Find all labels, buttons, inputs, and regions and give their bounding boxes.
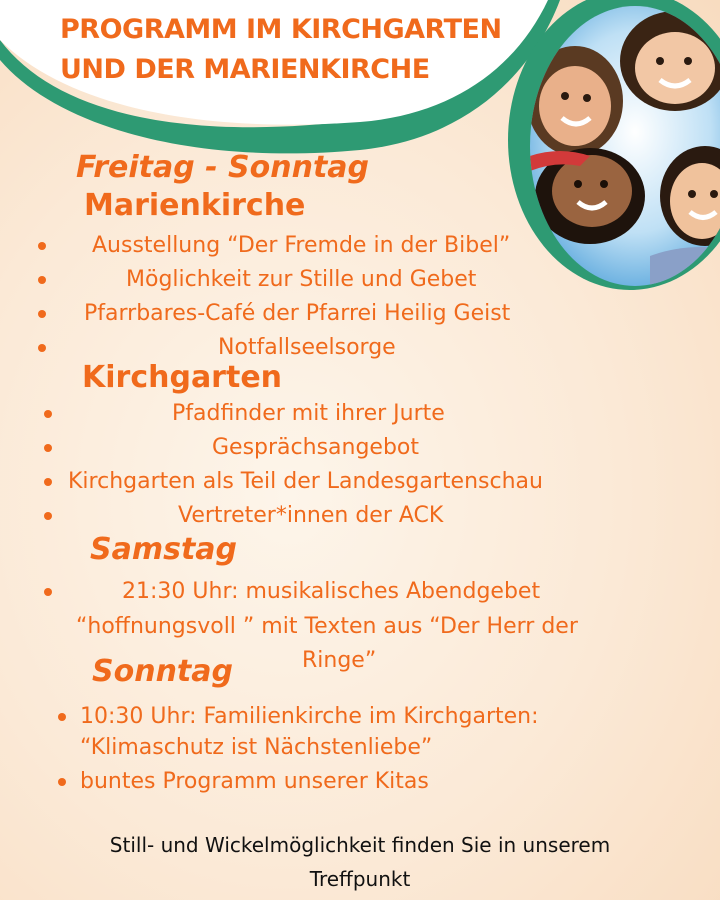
- bullet-icon: [44, 410, 52, 418]
- list-item: Kirchgarten als Teil der Landesgartenschau: [68, 469, 543, 494]
- list-item-line: “Klimaschutz ist Nächstenliebe”: [80, 735, 433, 760]
- list-item: Pfadfinder mit ihrer Jurte: [172, 401, 445, 426]
- day-heading-sunday: Sonntag: [92, 654, 233, 689]
- bullet-icon: [58, 713, 66, 721]
- bullet-icon: [38, 276, 46, 284]
- bullet-icon: [44, 588, 52, 596]
- list-item: Pfarrbares-Café der Pfarrei Heilig Geist: [84, 301, 511, 326]
- title-line-1: PROGRAMM IM KIRCHGARTEN: [60, 14, 502, 45]
- list-item-line: 21:30 Uhr: musikalisches Abendgebet: [122, 579, 541, 604]
- heading-marienkirche: Marienkirche: [84, 188, 306, 223]
- heading-kirchgarten: Kirchgarten: [82, 360, 283, 395]
- day-heading-saturday: Samstag: [90, 532, 238, 567]
- list-item-line: Ringe”: [302, 648, 377, 673]
- list-item-line: “hoffnungsvoll ” mit Texten aus “Der Herr der: [76, 614, 578, 639]
- footer-line-1: Still- und Wickelmöglichkeit finden Sie in unserem: [109, 833, 611, 857]
- list-item: Gesprächsangebot: [212, 435, 420, 460]
- bullet-icon: [44, 478, 52, 486]
- list-item: Notfallseelsorge: [218, 335, 396, 360]
- title-line-2: UND DER MARIENKIRCHE: [60, 54, 430, 85]
- bullet-icon: [38, 242, 46, 250]
- list-item-line: 10:30 Uhr: Familienkirche im Kirchgarten:: [80, 704, 539, 729]
- list-item: Möglichkeit zur Stille und Gebet: [126, 267, 477, 292]
- day-heading-fri-sun: Freitag - Sonntag: [76, 150, 370, 185]
- footer-line-2: Treffpunkt: [309, 867, 411, 891]
- list-item: Ausstellung “Der Fremde in der Bibel”: [92, 233, 511, 258]
- bullet-icon: [44, 444, 52, 452]
- bullet-icon: [38, 310, 46, 318]
- bullet-icon: [58, 778, 66, 786]
- footer-note: [0, 828, 720, 896]
- list-item: Vertreter*innen der ACK: [178, 503, 444, 528]
- page-title: [60, 10, 560, 90]
- bullet-icon: [44, 512, 52, 520]
- list-item: buntes Programm unserer Kitas: [80, 769, 429, 794]
- bullet-icon: [38, 344, 46, 352]
